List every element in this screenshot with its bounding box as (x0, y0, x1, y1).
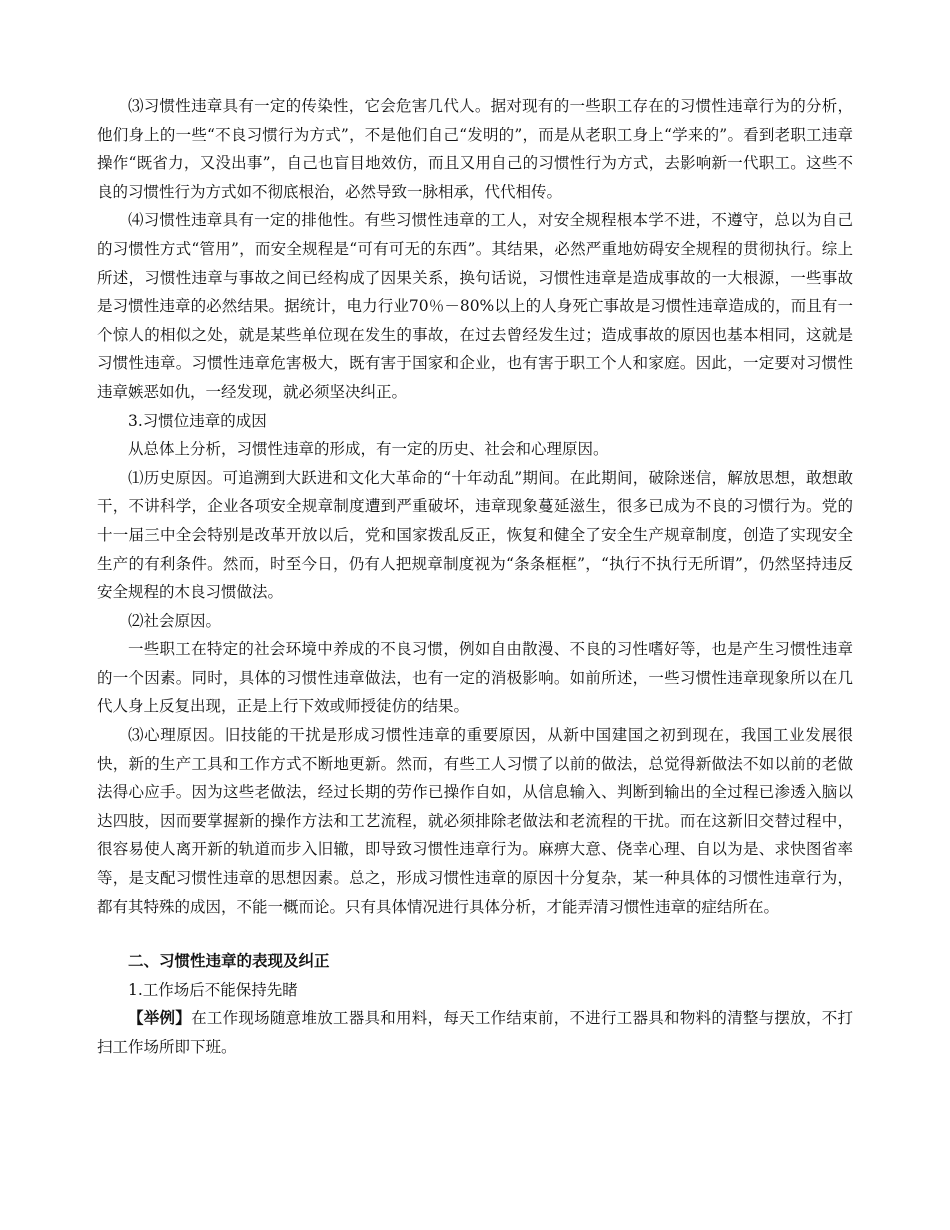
example-text: 在工作现场随意堆放工器具和用料，每天工作结束前，不进行工器具和物料的清整与摆放，不打扫工作场所即下班。 (97, 1009, 853, 1056)
paragraph-historical-cause: ⑴历史原因。可追溯到大跃进和文化大革命的“十年动乱”期间。在此期间，破除迷信，解放思想，敢想敢干，不讲科学，企业各项安全规章制度遭到严重破坏，违章现象蔓延滋生，很多已成为不良的习惯行为。党的十一届三中全会特别是改革开放以后，党和国家拨乱反正，恢复和健全了安全生产规章制度，创造了实现安全生产的有利条件。然而，时至今日，仍有人把规章制度视为“条条框框”，“执行不执行无所谓”，仍然坚持违反安全规程的木良习惯做法。 (97, 468, 853, 602)
subheading-workplace: 1.工作场后不能保持先睹 (128, 980, 298, 999)
paragraph-exclusiveness: ⑷习惯性违章具有一定的排他性。有些习惯性违章的工人，对安全规程根本学不进，不遵守，总以为自己的习惯性方式“管用”，而安全规程是“可有可无的东西”。其结果，必然严重地妨碍安全规程的贯彻执行。综上所述，习惯性违章与事故之间已经构成了因果关系，换句话说，习惯性违章是造成事故的一大根源，一些事故是习惯性违章的必然结果。据统计，电力行业70％－80%以上的人身死亡事故是习惯性违章造成的，而且有一个惊人的相似之处，就是某些单位现在发生的事故，在过去曾经发生过；造成事故的原因也基本相同，这就是习惯性违章。习惯性违章危害极大，既有害于国家和企业，也有害于职工个人和家庭。因此，一定要对习惯性违章嫉恶如仇，一经发现，就必须坚决纠正。 (97, 211, 853, 401)
paragraph-psychological-cause: ⑶心理原因。旧技能的干扰是形成习惯性违章的重要原因，从新中国建国之初到现在，我国工业发展很快，新的生产工具和工作方式不断地更新。然而，有些工人习惯了以前的做法，总觉得新做法不如以前的老做法得心应手。因为这些老做法，经过长期的劳作已操作自如，从信息输入、判断到输出的全过程已渗透入脑以达四肢，因而要掌握新的操作方法和工艺流程，就必须排除老做法和老流程的干扰。而在这新旧交替过程中，很容易使人离开新的轨道而步入旧辙，即导致习惯性违章行为。麻痹大意、侥幸心理、自以为是、求快图省率等，是支配习惯性违章的思想因素。总之，形成习惯性违章的原因十分复杂，某一种具体的习惯性违章行为，都有其特殊的成因，不能一概而论。只有具体情况进行具体分析，才能弄清习惯性违章的症结所在。 (97, 726, 853, 916)
subheading-causes: 3.习惯位违章的成因 (128, 411, 267, 430)
paragraph-social-cause: 一些职工在特定的社会环境中养成的不良习惯，例如自由散漫、不良的习性嗜好等，也是产生习惯性违章的一个因素。同时，具体的习惯性违章做法，也有一定的消极影响。如前所述，一些习惯性违章现象所以在几代人身上反复出现，正是上行下效或师授徒仿的结果。 (97, 640, 853, 716)
subheading-social-cause: ⑵社会原因。 (128, 611, 222, 630)
section-heading: 二、习惯性违章的表现及纠正 (128, 952, 330, 971)
paragraph-contagiousness: ⑶习惯性违章具有一定的传染性，它会危害几代人。据对现有的一些职工存在的习惯性违章行为的分析，他们身上的一些“不良习惯行为方式”，不是他们自己“发明的”，而是从老职工身上“学来的”。看到老职工违章操作“既省力，又没出事”，自己也盲目地效仿，而且又用自己的习惯性行为方式，去影响新一代职工。这些不良的习惯性行为方式如不彻底根治，必然导致一脉相承，代代相传。 (97, 97, 853, 201)
paragraph-example (97, 1004, 853, 1061)
example-tag: 【举例】 (128, 1009, 192, 1028)
paragraph-causes-overview: 从总体上分析，习惯性违章的形成，有一定的历史、社会和心理原因。 (128, 440, 609, 459)
document-body (97, 92, 853, 1062)
